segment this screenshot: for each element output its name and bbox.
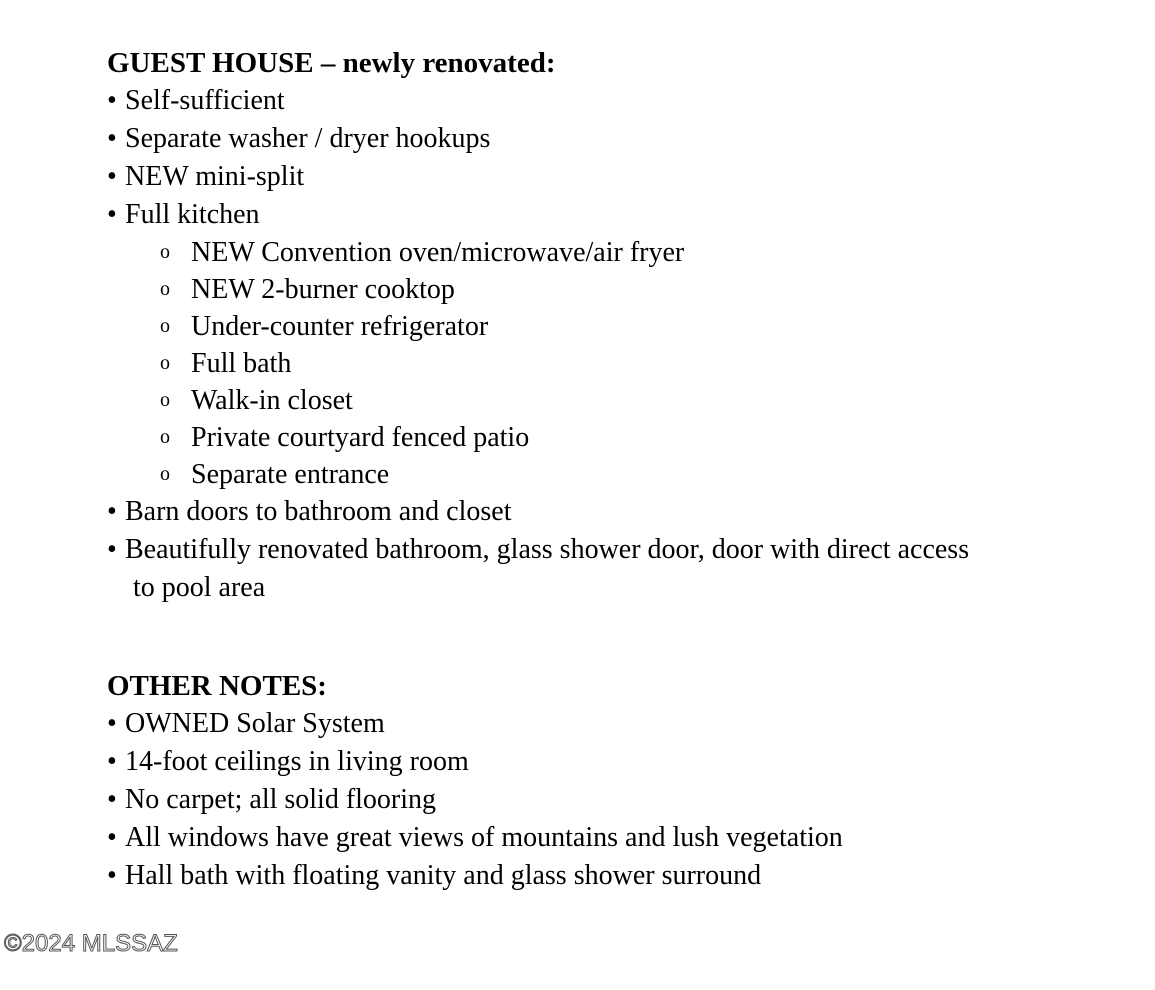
sub-bullet-marker: o [160,463,170,485]
list-item-text: Full kitchen [125,199,260,230]
list-item-text: Separate washer / dryer hookups [125,123,491,154]
list-item [107,158,1117,196]
list-item [107,819,1117,857]
list-item [107,781,1117,819]
kitchen-sub-list [107,234,1117,493]
list-item [107,531,1117,607]
list-item [107,705,1117,743]
list-item-text: All windows have great views of mountains and lush vegetation [125,822,843,853]
sub-list-item [107,234,1117,271]
sub-list-item [107,308,1117,345]
bullet-marker: • [107,708,117,739]
list-item [107,857,1117,895]
sub-list-item-text: Under-counter refrigerator [191,311,489,342]
list-item [107,196,1117,234]
list-item [107,120,1117,158]
list-item-text: Self-sufficient [125,85,285,116]
mls-watermark: ©2024 MLSSAZ [4,930,178,957]
sub-list-item-text: Full bath [191,348,292,379]
sub-bullet-marker: o [160,278,170,300]
sub-list-item [107,456,1117,493]
list-item-text [125,531,1117,607]
list-item-text: No carpet; all solid flooring [125,784,437,815]
list-item-text: 14-foot ceilings in living room [125,746,469,777]
list-item-text: OWNED Solar System [125,708,385,739]
sub-bullet-marker: o [160,426,170,448]
list-item-text: Hall bath with floating vanity and glass shower surround [125,860,762,891]
sub-list-item-text: Separate entrance [191,459,390,490]
other-notes-heading: OTHER NOTES: [107,670,327,702]
sub-list-item [107,382,1117,419]
other-notes-list [107,705,1117,895]
guest-house-list [107,82,1117,234]
list-item-text: Barn doors to bathroom and closet [125,496,512,527]
sub-list-item-text: NEW Convention oven/microwave/air fryer [191,237,685,268]
list-item [107,82,1117,120]
bullet-marker: • [107,161,117,192]
sub-list-item [107,419,1117,456]
sub-list-item-text: Private courtyard fenced patio [191,422,530,453]
sub-list-item [107,345,1117,382]
list-item [107,493,1117,531]
guest-house-list-continued [107,493,1117,607]
bullet-marker: • [107,199,117,230]
bathroom-bullet-line2: to pool area [133,572,266,603]
bullet-marker: • [107,860,117,891]
sub-bullet-marker: o [160,241,170,263]
bullet-marker: • [107,534,117,565]
list-item [107,743,1117,781]
bullet-marker: • [107,746,117,777]
list-item-text: NEW mini-split [125,161,305,192]
guest-house-heading: GUEST HOUSE – newly renovated: [107,47,556,79]
bullet-marker: • [107,85,117,116]
bullet-marker: • [107,496,117,527]
bullet-marker: • [107,784,117,815]
document-body [107,44,1117,895]
sub-bullet-marker: o [160,352,170,374]
section-gap [107,607,1117,667]
bathroom-bullet-line1: Beautifully renovated bathroom, glass shower door, door with direct access [125,534,970,565]
sub-bullet-marker: o [160,315,170,337]
sub-list-item [107,271,1117,308]
sub-list-item-text: NEW 2-burner cooktop [191,274,455,305]
sub-bullet-marker: o [160,389,170,411]
bullet-marker: • [107,123,117,154]
bullet-marker: • [107,822,117,853]
sub-list-item-text: Walk-in closet [191,385,353,416]
